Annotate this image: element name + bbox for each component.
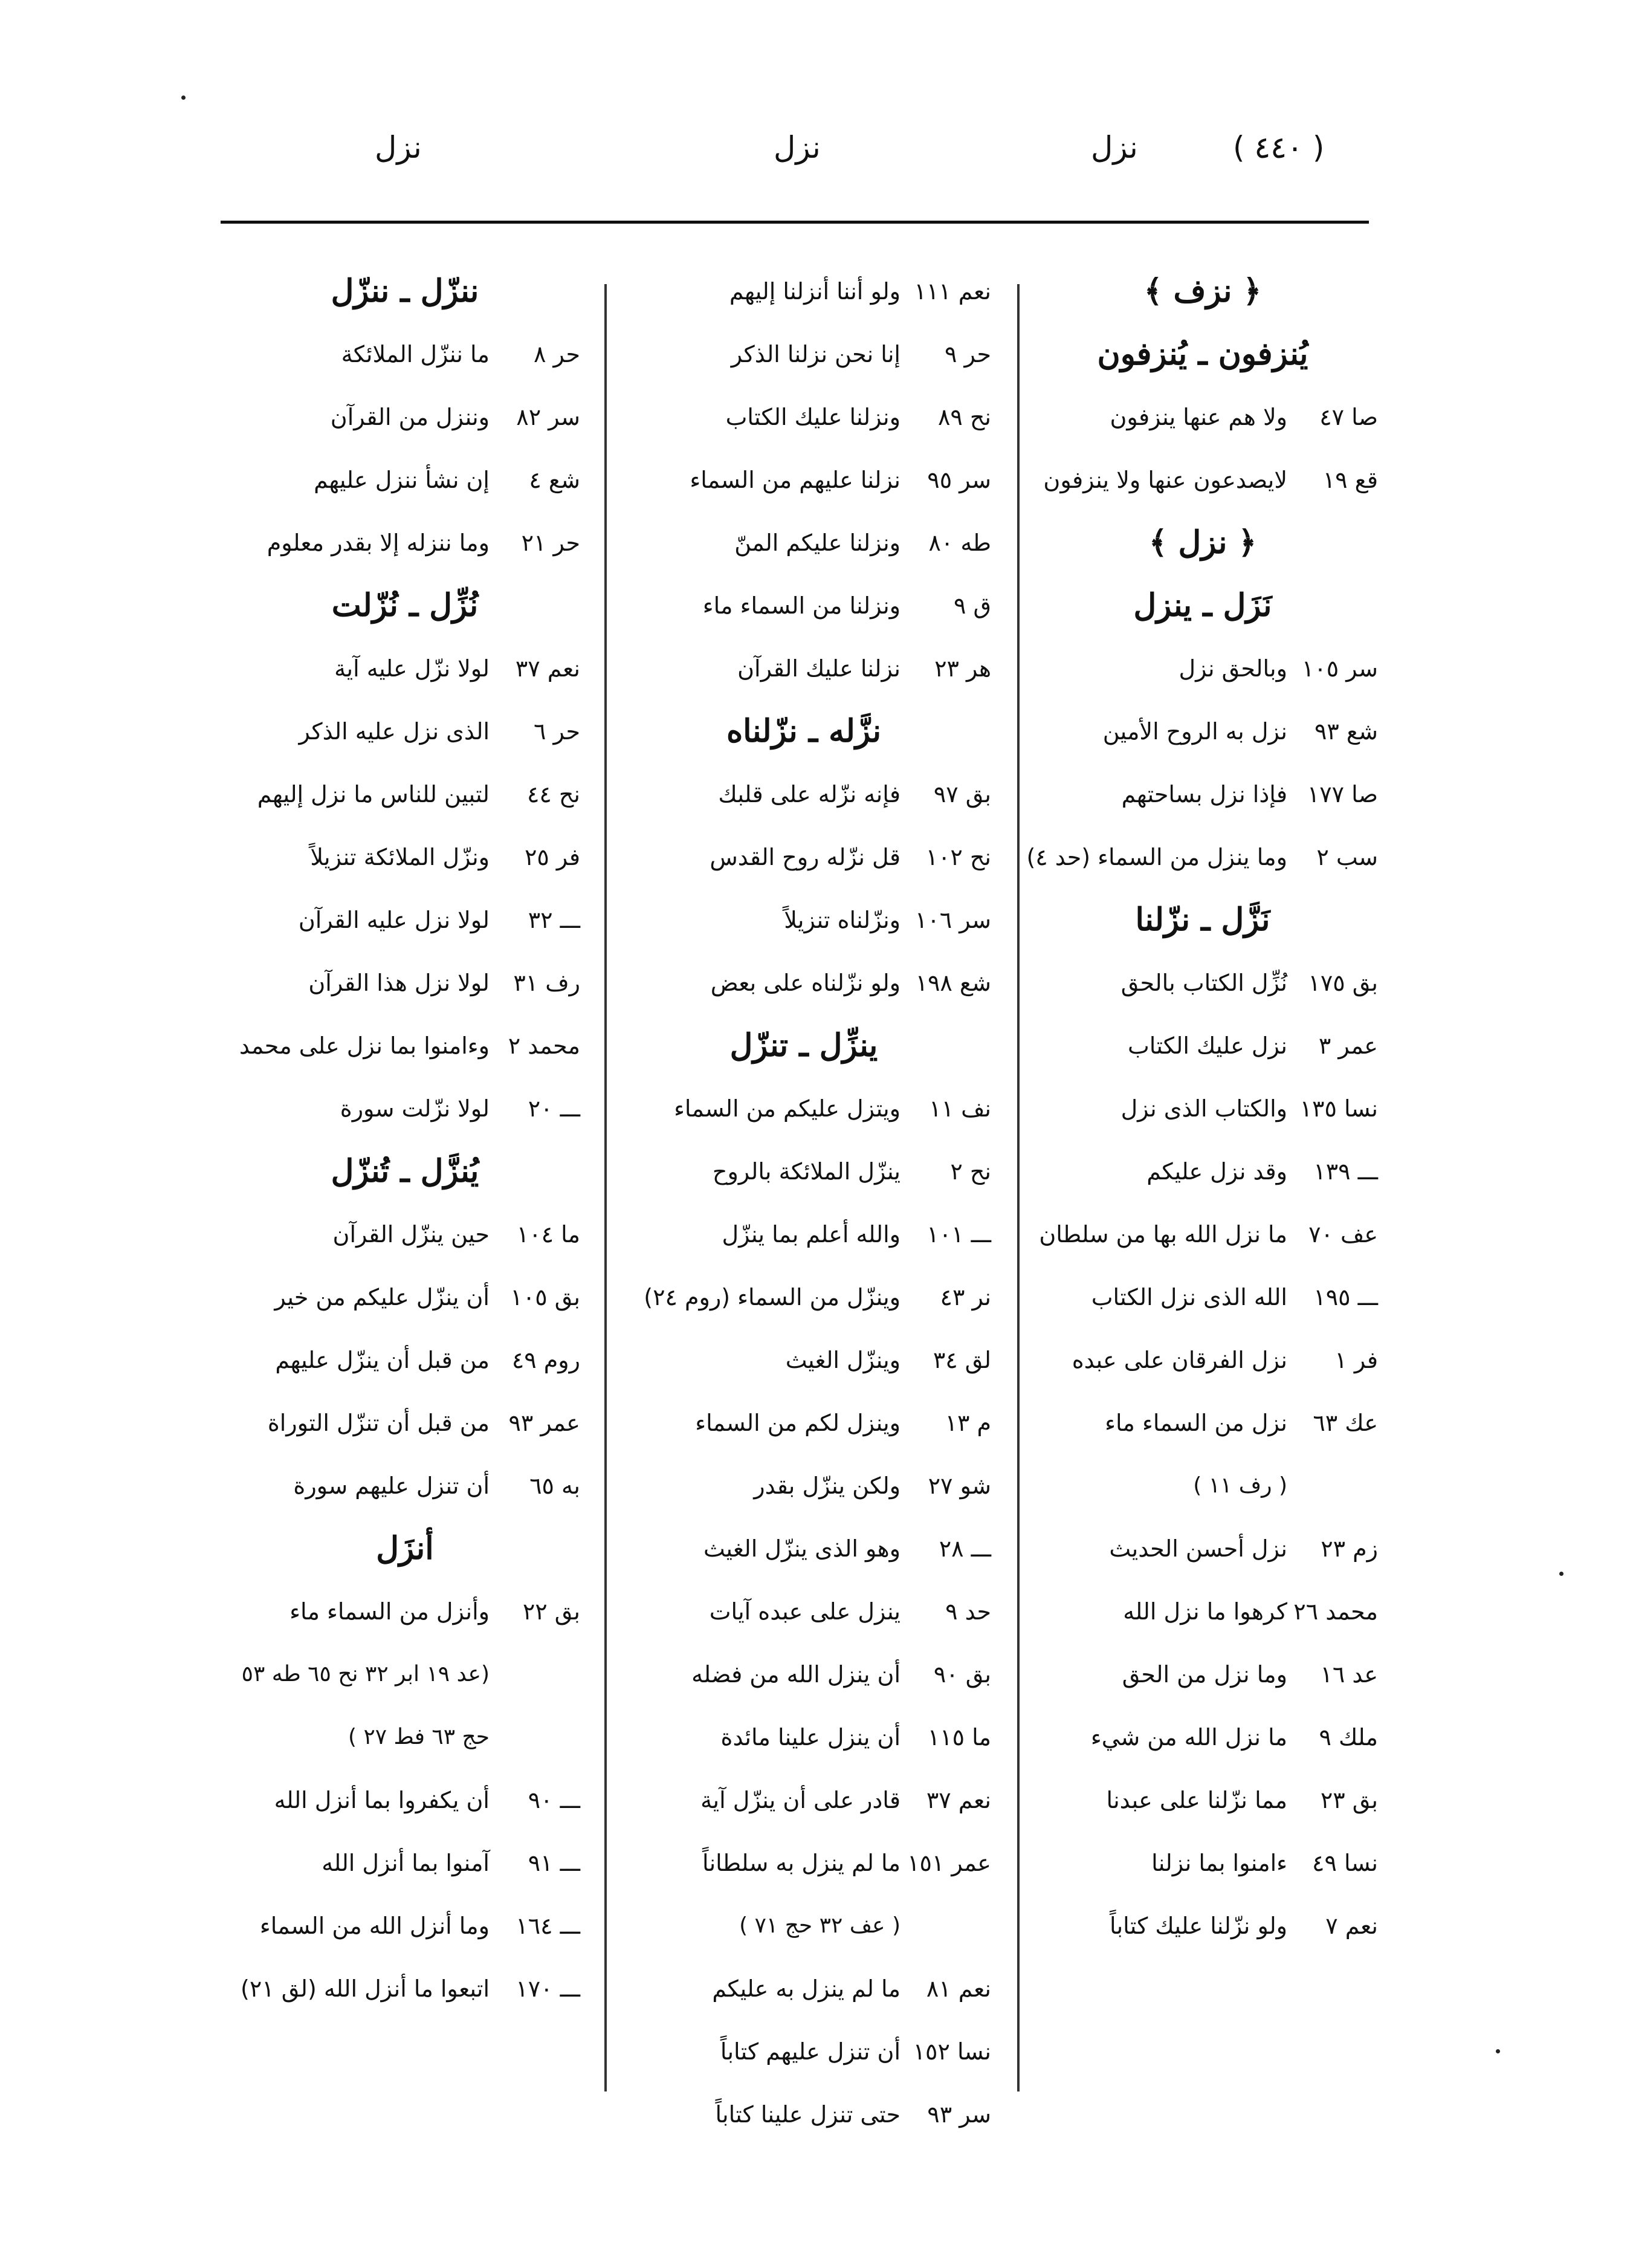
header-rule: [221, 221, 1369, 224]
entry-reference: نف ١١: [929, 1095, 991, 1122]
column-divider-right: [1017, 284, 1020, 2091]
entry-reference: شو ٢٧: [928, 1473, 991, 1499]
entry-reference: م ١٣: [945, 1410, 991, 1436]
entry-text: ويتزل عليكم من السماء: [674, 1095, 901, 1122]
entry-line: [616, 1454, 991, 1517]
entry-reference: ملك ٩: [1319, 1724, 1378, 1751]
entry-reference: رف ٣١: [513, 970, 580, 996]
entry-reference: هر ٢٣: [934, 655, 991, 682]
entry-text: وينزّل من السماء (روم ٢٤): [644, 1284, 901, 1311]
stray-mark: [1496, 2049, 1500, 2053]
entry-line: [230, 1957, 580, 2020]
entry-text: ما لم ينزل به سلطاناً: [702, 1850, 901, 1876]
entry-line: [616, 763, 991, 826]
entry-reference: نح ٢: [950, 1158, 991, 1185]
column-middle: [616, 260, 991, 2146]
entry-text: وأنزل من السماء ماء: [289, 1598, 490, 1625]
column-right: [1027, 260, 1378, 1957]
section-heading: نَزَّل ـ نزّلنا: [1135, 901, 1270, 938]
entry-line: [1027, 1894, 1378, 1957]
entry-line: [1027, 1832, 1378, 1894]
entry-reference: لق ٣٤: [933, 1347, 991, 1373]
entry-text: ونزلنا عليكم المنّ: [734, 530, 901, 556]
entry-text: ولا هم عنها ينزفون: [1110, 404, 1287, 430]
entry-line: [1027, 1266, 1378, 1329]
header-word-middle: نزل: [774, 130, 821, 165]
entry-continuation: ( رف ١١ ): [1193, 1473, 1287, 1498]
entry-text: ونزلنا عليك الكتاب: [725, 404, 901, 430]
entry-text: نزل أحسن الحديث: [1109, 1535, 1287, 1562]
entry-text: لولا نزّلت سورة: [340, 1095, 490, 1122]
entry-reference: بق ٩٠: [933, 1661, 991, 1688]
entry-reference: عمر ٣: [1318, 1032, 1378, 1059]
entry-text: ونزلنا من السماء ماء: [702, 592, 901, 619]
entry-text: ولكن ينزّل بقدر: [754, 1473, 901, 1499]
entry-text: وينزل لكم من السماء: [695, 1410, 901, 1436]
entry-line: [1027, 637, 1378, 700]
entry-text: آمنوا بما أنزل الله: [322, 1850, 490, 1876]
entry-reference: قع ١٩: [1322, 467, 1378, 493]
entry-line: [1027, 826, 1378, 889]
entry-text: والكتاب الذى نزل: [1120, 1095, 1287, 1122]
entry-reference: بق ١٠٥: [510, 1284, 580, 1311]
entry-line: [1027, 1706, 1378, 1769]
entry-text: نزل من السماء ماء: [1105, 1410, 1287, 1436]
entry-line: [616, 1077, 991, 1140]
entry-line: [230, 1894, 580, 1957]
entry-text: نزل الفرقان على عبده: [1072, 1347, 1287, 1373]
entry-text: ونزّل الملائكة تنزيلاً: [310, 844, 490, 870]
section-heading: نزَّله ـ نزّلناه: [726, 713, 882, 750]
entry-text: لايصدعون عنها ولا ينزفون: [1043, 467, 1287, 493]
entry-text: والله أعلم بما ينزّل: [722, 1221, 901, 1248]
entry-text: اتبعوا ما أنزل الله (لق ٢١): [241, 1975, 490, 2002]
entry-line: [616, 1203, 991, 1266]
entry-line: [1027, 1580, 1378, 1643]
column-left: [230, 260, 580, 2020]
entry-line: [616, 1643, 991, 1706]
entry-line: [1027, 763, 1378, 826]
entry-reference: ـــ ٩١: [528, 1850, 580, 1876]
entry-text: ولو نزّلنا عليك كتاباً: [1110, 1913, 1287, 1939]
section-heading: أنزَل: [376, 1530, 434, 1567]
entry-reference: صا ٤٧: [1319, 404, 1378, 430]
entry-line: [616, 1580, 991, 1643]
entry-line: [1027, 1203, 1378, 1266]
entry-reference: سر ١٠٥: [1301, 655, 1378, 682]
entry-reference: بق ٩٧: [933, 781, 991, 808]
entry-text: حين ينزّل القرآن: [332, 1221, 490, 1248]
entry-line: [230, 1203, 580, 1266]
entry-line: [1027, 386, 1378, 449]
entry-reference: ـــ ١٣٩: [1313, 1158, 1378, 1185]
entry-line: [616, 889, 991, 951]
section-heading: نُزِّل ـ نُزّلت: [331, 587, 479, 624]
entry-text: فإنه نزّله على قلبك: [718, 781, 901, 808]
header-word-left: نزل: [375, 130, 422, 165]
entry-reference: عف ٧٠: [1308, 1221, 1378, 1248]
entry-text: وينزّل الغيث: [785, 1347, 901, 1373]
entry-text: قل نزّله روح القدس: [710, 844, 901, 870]
entry-text: من قبل أن تنزّل التوراة: [267, 1410, 490, 1436]
entry-line: [616, 1392, 991, 1454]
entry-line: [1027, 951, 1378, 1014]
entry-text: ولو أننا أنزلنا إليهم: [729, 278, 901, 305]
entry-reference: حر ٨: [534, 341, 580, 368]
entry-text: ما نزل الله بها من سلطان: [1039, 1221, 1287, 1248]
entry-reference: ـــ ٣٢: [528, 907, 580, 933]
entry-reference: ق ٩: [954, 592, 991, 619]
entry-text: نزل عليك الكتاب: [1128, 1032, 1287, 1059]
entry-line: [616, 826, 991, 889]
entry-line: [230, 1329, 580, 1392]
entry-text: كرهوا ما نزل الله: [1123, 1598, 1287, 1625]
entry-line: [616, 1706, 991, 1769]
entry-reference: سب ٢: [1316, 844, 1378, 870]
entry-line: [230, 1014, 580, 1077]
entry-text: أن ينزل الله من فضله: [691, 1661, 901, 1688]
entry-text: نزلنا عليك القرآن: [737, 655, 901, 682]
entry-text: مما نزّلنا على عبدنا: [1106, 1787, 1287, 1813]
entry-line: [616, 323, 991, 386]
entry-line: [616, 2083, 991, 2146]
entry-text: ونزّلناه تنزيلاً: [784, 907, 901, 933]
entry-line: [1027, 1769, 1378, 1832]
entry-text: ما لم ينزل به عليكم: [712, 1975, 901, 2002]
entry-text: نزلنا عليهم من السماء: [690, 467, 901, 493]
entry-line: [1027, 700, 1378, 763]
entry-reference: محمد ٢: [508, 1032, 580, 1059]
entry-line: [616, 1957, 991, 2020]
entry-line: [616, 951, 991, 1014]
entry-text: لولا نزل عليه القرآن: [298, 907, 490, 933]
entry-reference: ـــ ١٦٤: [516, 1913, 580, 1939]
entry-reference: حر ٩: [945, 341, 991, 368]
entry-text: من قبل أن ينزّل عليهم: [275, 1347, 490, 1373]
entry-line: [230, 889, 580, 951]
entry-line: [1027, 1392, 1378, 1454]
entry-line: [616, 1832, 991, 1894]
entry-reference: شع ١٩٨: [915, 970, 991, 996]
entry-text: لتبين للناس ما نزل إليهم: [257, 781, 490, 808]
page-number: ( ٤٤٠ ): [1233, 130, 1325, 165]
entry-line: [1027, 1014, 1378, 1077]
entry-text: ولو نزّلناه على بعض: [710, 970, 901, 996]
entry-reference: روم ٤٩: [511, 1347, 580, 1373]
entry-line: [230, 951, 580, 1014]
entry-text: حتى تنزل علينا كتاباً: [715, 2101, 901, 2128]
entry-reference: سر ٨٢: [516, 404, 580, 430]
entry-reference: حد ٩: [945, 1598, 991, 1625]
entry-text: وما أنزل الله من السماء: [259, 1913, 490, 1939]
entry-reference: ـــ ١٩٥: [1313, 1284, 1378, 1311]
entry-reference: ـــ ١٧٠: [516, 1975, 580, 2002]
entry-text: أن يكفروا بما أنزل الله: [274, 1787, 490, 1813]
entry-line: [230, 700, 580, 763]
entry-line: [616, 386, 991, 449]
entry-line: [230, 763, 580, 826]
entry-reference: محمد ٢٦: [1293, 1598, 1378, 1625]
entry-text: أن ينزل علينا مائدة: [720, 1724, 901, 1751]
section-heading: يُنزفون ـ يُنزفون: [1097, 335, 1308, 372]
entry-reference: نر ٤٣: [940, 1284, 991, 1311]
entry-line: [1027, 1643, 1378, 1706]
entry-text: قادر على أن ينزّل آية: [700, 1787, 901, 1813]
entry-line: [230, 826, 580, 889]
entry-reference: ما ١٠٤: [516, 1221, 580, 1248]
entry-reference: سر ٩٣: [927, 2101, 991, 2128]
entry-line: [1027, 1517, 1378, 1580]
entry-reference: ـــ ١٠١: [926, 1221, 991, 1248]
section-heading: ينزِّل ـ تنزّل: [729, 1027, 878, 1064]
entry-text: وهو الذى ينزّل الغيث: [703, 1535, 901, 1562]
entry-line: [616, 574, 991, 637]
entry-text: وما نزل من الحق: [1122, 1661, 1287, 1688]
entry-reference: ـــ ٢٠: [528, 1095, 580, 1122]
entry-reference: سر ١٠٦: [914, 907, 991, 933]
entry-reference: نعم ٣٧: [515, 655, 580, 682]
entry-reference: فر ١: [1334, 1347, 1378, 1373]
entry-reference: عمر ٩٣: [508, 1410, 580, 1436]
section-heading: نَزَل ـ ينزل: [1133, 587, 1272, 624]
entry-text: أن تنزل عليهم سورة: [293, 1473, 490, 1499]
entry-reference: بق ٢٢: [522, 1598, 580, 1625]
entry-line: [1027, 1140, 1378, 1203]
entry-text: وقد نزل عليكم: [1146, 1158, 1287, 1185]
entry-text: ما ننزّل الملائكة: [341, 341, 490, 368]
section-heading: ﴿ نزف ﴾: [1143, 273, 1262, 309]
entry-line: [230, 386, 580, 449]
entry-line: [616, 1517, 991, 1580]
section-heading: ننزّل ـ ننزّل: [331, 273, 479, 309]
entry-reference: ـــ ٩٠: [528, 1787, 580, 1813]
entry-text: ينزل على عبده آيات: [709, 1598, 901, 1625]
entry-reference: نعم ٨١: [926, 1975, 991, 2002]
entry-reference: فر ٢٥: [524, 844, 580, 870]
entry-line: [616, 449, 991, 511]
entry-text: وما ننزله إلا بقدر معلوم: [267, 530, 490, 556]
entry-reference: نسا ٤٩: [1312, 1850, 1378, 1876]
entry-line: [230, 1392, 580, 1454]
entry-reference: عمر ١٥١: [907, 1850, 991, 1876]
entry-text: نزل به الروح الأمين: [1102, 718, 1287, 745]
column-divider-left: [604, 284, 607, 2091]
entry-line: [1027, 1077, 1378, 1140]
entry-text: وننزل من القرآن: [330, 404, 490, 430]
entry-line: [230, 323, 580, 386]
entry-line: [616, 1769, 991, 1832]
entry-line: [230, 637, 580, 700]
entry-text: وما ينزل من السماء (حد ٤): [1026, 844, 1287, 870]
entry-line: [230, 1266, 580, 1329]
section-heading: ﴿ نزل ﴾: [1148, 524, 1257, 561]
entry-continuation: حج ٦٣ فط ٢٧ ): [348, 1725, 490, 1749]
entry-line: [616, 511, 991, 574]
entry-line: [230, 1580, 580, 1643]
entry-text: الذى نزل عليه الذكر: [299, 718, 490, 745]
entry-reference: نعم ٧: [1325, 1913, 1378, 1939]
header-word-right: نزل: [1091, 130, 1138, 165]
entry-line: [616, 1266, 991, 1329]
entry-text: الله الذى نزل الكتاب: [1091, 1284, 1287, 1311]
entry-text: ما نزل الله من شيء: [1090, 1724, 1287, 1751]
entry-text: نُزِّل الكتاب بالحق: [1120, 970, 1287, 996]
entry-text: فإذا نزل بساحتهم: [1121, 781, 1287, 808]
entry-reference: حر ٢١: [521, 530, 580, 556]
entry-text: وبالحق نزل: [1179, 655, 1287, 682]
entry-reference: نعم ١١١: [914, 278, 991, 305]
entry-reference: نح ١٠٢: [925, 844, 991, 870]
entry-text: أن تنزل عليهم كتاباً: [720, 2038, 901, 2065]
entry-line: [230, 511, 580, 574]
entry-line: [616, 260, 991, 323]
entry-text: لولا نزل هذا القرآن: [308, 970, 490, 996]
entry-reference: نسا ١٣٥: [1299, 1095, 1378, 1122]
entry-line: [230, 1077, 580, 1140]
section-heading: يُنزَّل ـ تُنزّل: [331, 1153, 479, 1190]
stray-mark: [1559, 1572, 1563, 1576]
entry-text: وءامنوا بما نزل على محمد: [239, 1032, 490, 1059]
entry-text: إنا نحن نزلنا الذكر: [731, 341, 901, 368]
entry-line: [616, 2020, 991, 2083]
entry-line: [616, 1329, 991, 1392]
entry-line: [230, 1769, 580, 1832]
entry-continuation: (عد ١٩ ابر ٣٢ نح ٦٥ طه ٥٣: [241, 1662, 490, 1686]
entry-reference: عد ١٦: [1320, 1661, 1378, 1688]
entry-reference: بق ١٧٥: [1308, 970, 1378, 996]
entry-text: ينزّل الملائكة بالروح: [712, 1158, 901, 1185]
entry-reference: عك ٦٣: [1313, 1410, 1378, 1436]
entry-reference: طه ٨٠: [928, 530, 991, 556]
entry-reference: نح ٨٩: [937, 404, 991, 430]
entry-reference: بق ٢٣: [1320, 1787, 1378, 1813]
entry-reference: سر ٩٥: [927, 467, 991, 493]
entry-reference: حر ٦: [534, 718, 580, 745]
entry-line: [1027, 1329, 1378, 1392]
entry-line: [230, 449, 580, 511]
entry-line: [230, 1454, 580, 1517]
entry-reference: نسا ١٥٢: [913, 2038, 991, 2065]
entry-reference: صا ١٧٧: [1307, 781, 1378, 808]
entry-reference: ما ١١٥: [927, 1724, 991, 1751]
entry-line: [616, 1140, 991, 1203]
entry-reference: نعم ٣٧: [926, 1787, 991, 1813]
entry-line: [230, 1832, 580, 1894]
entry-reference: شع ٤: [529, 467, 580, 493]
entry-text: إن نشأ ننزل عليهم: [314, 467, 490, 493]
stray-mark: [181, 96, 186, 100]
entry-line: [616, 637, 991, 700]
entry-reference: زم ٢٣: [1321, 1535, 1378, 1562]
entry-reference: نح ٤٤: [526, 781, 580, 808]
entry-reference: ـــ ٢٨: [939, 1535, 991, 1562]
entry-text: ءامنوا بما نزلنا: [1151, 1850, 1287, 1876]
entry-line: [1027, 449, 1378, 511]
entry-reference: به ٦٥: [529, 1473, 580, 1499]
entry-text: أن ينزّل عليكم من خير: [274, 1284, 490, 1311]
entry-text: لولا نزّل عليه آية: [334, 655, 490, 682]
entry-continuation: ( عف ٣٢ حج ٧١ ): [739, 1913, 901, 1938]
entry-reference: شع ٩٣: [1314, 718, 1378, 745]
